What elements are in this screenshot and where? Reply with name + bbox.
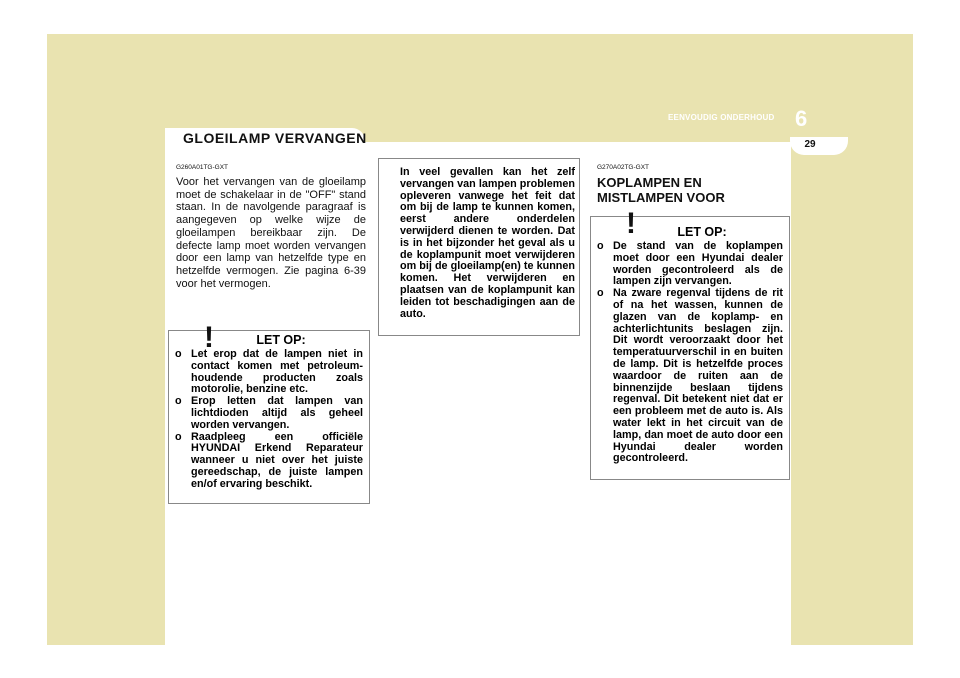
chapter-number: 6	[795, 106, 808, 131]
left-caution-box	[168, 321, 370, 504]
middle-caution-box	[378, 158, 580, 336]
section-title: GLOEILAMP VERVANGEN	[183, 130, 367, 146]
left-paragraph: Voor het vervangen van de gloeilamp moet de schakelaar in de "OFF" stand staan. In de navolgende paragraaf is aangegeven op welke wijze de gloeilampen bereikbaar zijn. De defecte lamp moet worden vervangen door een lamp van hetzelfde type en hetzelfde vermogen. Zie pagina 6-39 voor het vermogen.	[176, 176, 366, 290]
list-item: o De stand van de koplampen moet door een Hyundai dealer worden gecontroleerd als de lampen zijn vervangen.	[597, 240, 783, 288]
right-heading: KOPLAMPEN EN MISTLAMPEN VOOR	[597, 175, 725, 205]
right-column	[597, 164, 787, 205]
list-item: o Erop letten dat lampen van lichtdioden altijd als geheel worden vervangen.	[175, 395, 363, 431]
middle-caution-text: In veel gevallen kan het zelf vervangen van lampen problemen opleveren vanwege het feit dat om bij de lamp te kunnen komen, eerst andere onderdelen verwijderd dienen te worden. Dat is in het bijzonder het geval als u de koplampunit moet verwijderen om bij de gloeilamp(en) te kunnen komen. Het verwijderen en plaatsen van de koplampunit kan leiden tot beschadigingen aan de auto.	[400, 166, 575, 320]
left-caution-list	[175, 349, 363, 491]
list-item: o Raadpleeg een officiële HYUNDAI Erkend Reparateur wanneer u niet over het juiste gereedschap, de juiste lampen en/of ervaring beschikt.	[175, 430, 363, 490]
right-caution-box	[590, 207, 790, 480]
left-caution-title: LET OP:	[256, 333, 306, 347]
right-caution-title: LET OP:	[677, 225, 727, 239]
list-item: o Let erop dat de lampen niet in contact komen met petroleum-houdende producten zoals motorolie, benzine etc.	[175, 348, 363, 396]
list-item: o Na zware regenval tijdens de rit of na het wassen, kunnen de glazen van de koplamp- en achterlichtunits beslagen zijn. Dit wordt veroorzaakt door het temperatuurverschil in en buiten de lamp. Dit is hetzelfde proces waardoor de ruiten aan de binnenzijde beslaan tijdens regenval. Dit betekent niet dat er een probleem met de auto is. Als water lekt in het circuit van de lamp, dan moet de auto door een Hyundai dealer worden gecontroleerd.	[597, 287, 783, 465]
chapter-title: EENVOUDIG ONDERHOUD	[668, 113, 775, 122]
left-column	[176, 164, 366, 290]
right-section-code: G270A02TG-GXT	[597, 164, 650, 171]
warning-icon: !	[204, 321, 214, 354]
warning-icon: !	[626, 207, 636, 240]
left-section-code: G260A01TG-GXT	[176, 164, 229, 171]
page-number: 29	[804, 139, 816, 150]
right-caution-list	[597, 241, 783, 465]
